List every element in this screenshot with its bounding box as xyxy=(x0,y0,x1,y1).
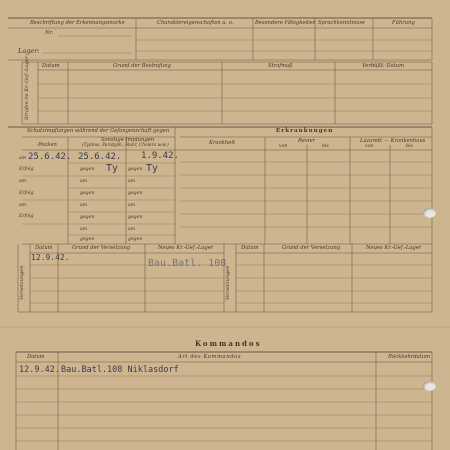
strafen-side-label: Strafen im Kr.-Gef.-Lager xyxy=(24,56,30,120)
impfung-sonstige-date-1: 25.6.42. xyxy=(78,152,122,162)
strafen-grund-header: Grund der Bestrafung xyxy=(113,63,171,69)
kommandos-datum-header: Datum xyxy=(27,354,45,360)
header-fuehrung-label: Führung xyxy=(392,20,415,26)
impfungen-title: Schutzimpfungen während der Gefangenschaft gegen xyxy=(27,128,170,134)
impfungen-gegen-label: gegen xyxy=(80,215,95,220)
impfung-sonstige-date-2: 1.9.42. xyxy=(141,151,179,161)
impfungen-pocken-header: Pocken xyxy=(38,142,57,148)
strafen-datum-header: Datum xyxy=(42,63,60,69)
impfungen-erfolg-label: Erfolg xyxy=(19,191,34,196)
versetzung-stamp: Bau.Batl. 108 xyxy=(148,258,227,269)
impfungen-am-label: am xyxy=(128,203,136,208)
versetzungen-side-label-left: Versetzungen xyxy=(19,265,25,300)
kommando-text: Bau.Batl.108 Niklasdorf xyxy=(61,365,179,375)
versetzungen-neues-header-right: Neues Kr.-Gef.-Lager xyxy=(366,245,422,251)
versetzungen-side-label-right: Versetzungen xyxy=(225,265,231,300)
impfungen-am-label: am xyxy=(19,203,27,208)
impfungen-am-label: am xyxy=(80,203,88,208)
kommandos-art-header: Art des Kommandos xyxy=(178,354,242,360)
erkrankungen-krankheit-header: Krankheit xyxy=(209,140,236,146)
erkrankungen-lazarett-header: Lazarett — Krankenhaus xyxy=(360,138,426,144)
kommando-date: 12.9.42. xyxy=(19,365,60,375)
erkrankungen-lazarett-bis: bis xyxy=(406,144,413,149)
impfung-pocken-date: 25.6.42. xyxy=(28,152,72,162)
header-erkennungsmarke-label: Beschriftung der Erkennungsmarke xyxy=(30,20,125,26)
punch-hole-upper xyxy=(423,208,436,218)
impfungen-sonstige-subheader: (Typhus, Paratyph., Ruhr, Cholera usw.) xyxy=(82,143,169,148)
versetzungen-datum-header-right: Datum xyxy=(241,245,259,251)
impfungen-gegen-label: gegen xyxy=(80,191,95,196)
header-faehigkeiten-label: Besondere Fähigkeiten xyxy=(255,20,316,26)
impfungen-gegen-label: gegen xyxy=(128,237,143,242)
impfungen-gegen-label: gegen xyxy=(80,167,95,172)
kommandos-rueckkehr-header: Rückkehrdatum xyxy=(388,354,431,360)
impfungen-gegen-label: gegen xyxy=(80,237,95,242)
erkrankungen-title: Erkrankungen xyxy=(276,128,334,134)
impfungen-am-label: am xyxy=(19,156,27,161)
header-lager-label: Lager: xyxy=(18,47,40,55)
erkrankungen-revier-bis: bis xyxy=(322,144,329,149)
impfungen-gegen-label: gegen xyxy=(128,191,143,196)
impfungen-am-label: am xyxy=(128,227,136,232)
erkrankungen-lazarett-von: von xyxy=(365,144,374,149)
impfungen-erfolg-label: Erfolg xyxy=(19,214,34,219)
impfung-typhus-1: Ty xyxy=(106,163,119,174)
versetzungen-datum-header-left: Datum xyxy=(35,245,53,251)
erkrankungen-revier-von: von xyxy=(279,144,288,149)
versetzungen-grund-header-left: Grund der Versetzung xyxy=(72,245,131,251)
header-nr-label: Nr. xyxy=(45,30,54,36)
erkrankungen-revier-header: Revier xyxy=(298,138,316,144)
punch-hole-lower xyxy=(423,381,436,391)
impfungen-sonstige-header: Sonstige Impfungen xyxy=(101,137,155,143)
strafen-verbuesst-header: Verbüßt: Datum xyxy=(362,63,405,69)
impfungen-gegen-label: gegen xyxy=(128,167,143,172)
impfungen-erfolg-label: Erfolg xyxy=(19,167,34,172)
strafen-strafmass-header: Strafmaß xyxy=(268,63,293,69)
impfungen-am-label: am xyxy=(80,227,88,232)
header-charakter-label: Charaktereigenschaften u. a. xyxy=(157,20,234,26)
header-sprachkenntnisse-label: Sprachkenntnisse xyxy=(318,20,366,26)
versetzung-date: 12.9.42. xyxy=(31,253,70,262)
impfungen-gegen-label: gegen xyxy=(128,215,143,220)
versetzungen-neues-header-left: Neues Kr.-Gef.-Lager xyxy=(158,245,214,251)
kommandos-title: Kommandos xyxy=(195,339,262,348)
impfungen-am-label: am xyxy=(128,179,136,184)
impfung-typhus-2: Ty xyxy=(146,163,159,174)
impfungen-am-label: am xyxy=(80,179,88,184)
impfungen-am-label: am xyxy=(19,179,27,184)
versetzungen-grund-header-right: Grund der Versetzung xyxy=(282,245,341,251)
